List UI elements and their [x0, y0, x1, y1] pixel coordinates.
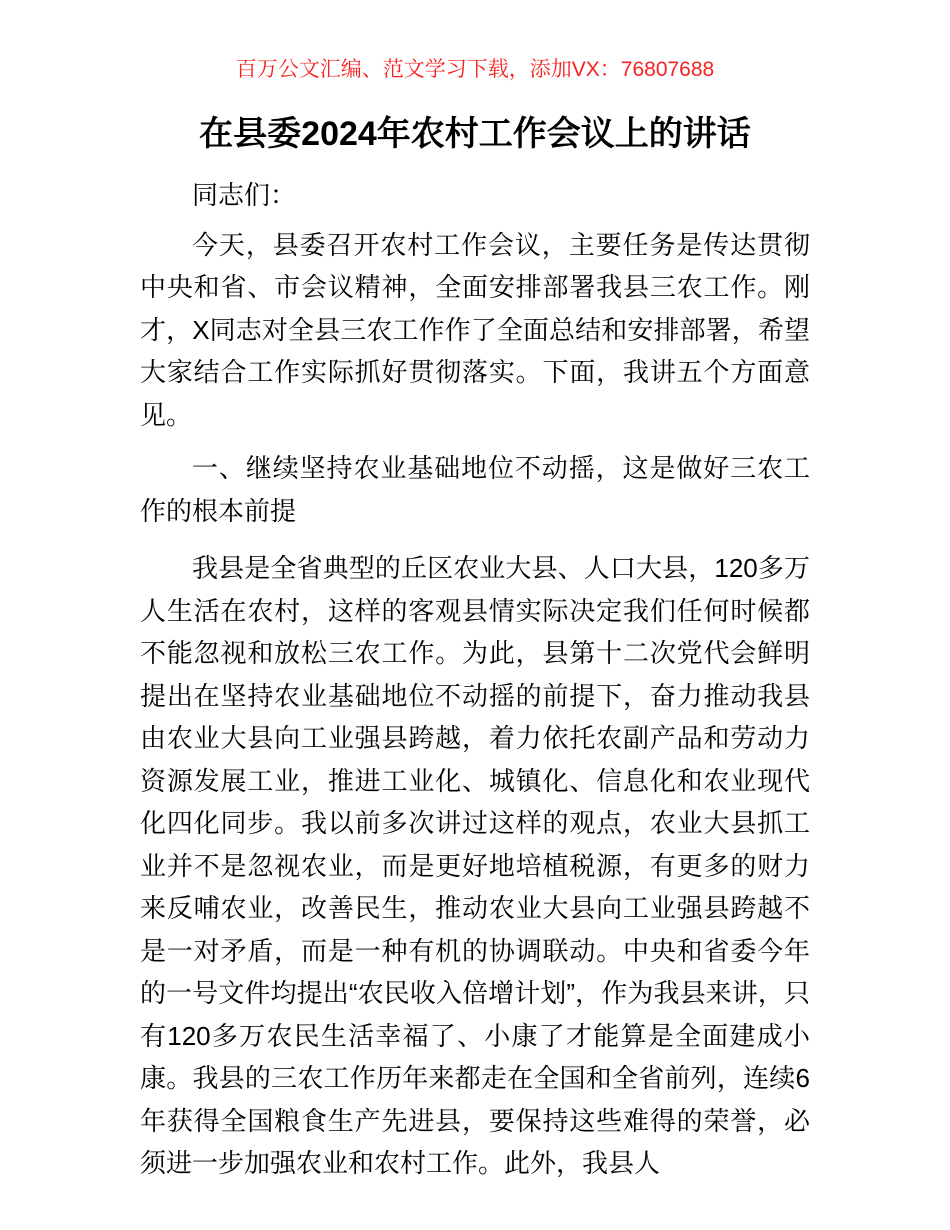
watermark-text: 百万公文汇编、范文学习下载，添加VX：76807688 — [235, 58, 715, 81]
intro-paragraph: 今天，县委召开农村工作会议，主要任务是传达贯彻中央和省、市会议精神，全面安排部署我县三农工作。刚才，X同志对全县三农工作作了全面总结和安排部署，希望大家结合工作实际抓好贯彻落实。下面，我讲五个方面意见。 — [140, 229, 810, 430]
salutation-paragraph: 同志们： — [192, 180, 297, 210]
section-heading-1: 一、继续坚持农业基础地位不动摇，这是做好三农工作的根本前提 — [140, 453, 810, 526]
section-body-paragraph: 我县是全省典型的丘区农业大县、人口大县，120多万人生活在农村，这样的客观县情实际决定我们任何时候都不能忽视和放松三农工作。为此，县第十二次党代会鲜明提出在坚持农业基础地位不动摇的前提下，奋力推动我县由农业大县向工业强县跨越，着力依托农副产品和劳动力资源发展工业，推进工业化、城镇化、信息化和农业现代化四化同步。我以前多次讲过这样的观点，农业大县抓工业并不是忽视农业，而是更好地培植税源，有更多的财力来反哺农业，改善民生，推动农业大县向工业强县跨越不是一对矛盾，而是一种有机的协调联动。中央和省委今年的一号文件均提出“农民收入倍增计划”，作为我县来讲，只有120多万农民生活幸福了、小康了才能算是全面建成小康。我县的三农工作历年来都走在全国和全省前列，连续6年获得全国粮食生产先进县，要保持这些难得的荣誉，必须进一步加强农业和农村工作。此外，我县人 — [140, 553, 810, 1178]
document-title: 在县委2024年农村工作会议上的讲话 — [199, 115, 751, 153]
